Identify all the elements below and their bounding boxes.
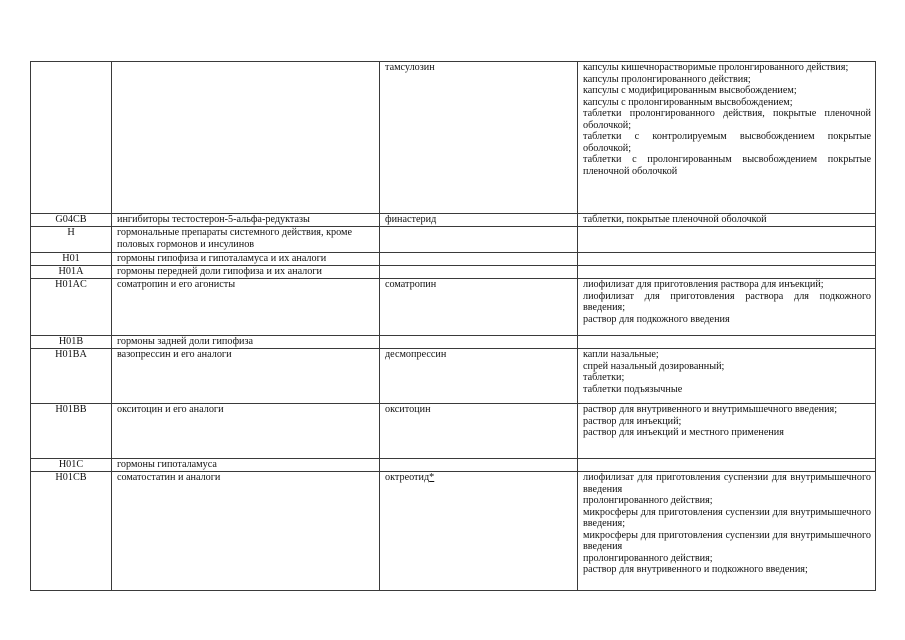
atc-code-cell: H01 bbox=[31, 253, 112, 266]
dosage-forms-cell bbox=[578, 266, 876, 279]
dosage-forms-cell bbox=[578, 349, 876, 404]
substance-cell bbox=[380, 253, 578, 266]
pharmacological-group-cell: соматостатин и аналоги bbox=[112, 472, 380, 591]
dosage-form-item: пролонгированного действия; bbox=[583, 495, 713, 506]
substance-cell bbox=[380, 459, 578, 472]
dosage-forms-cell bbox=[578, 336, 876, 349]
atc-code-cell: H01BA bbox=[31, 349, 112, 404]
table-row bbox=[31, 62, 876, 214]
substance-cell bbox=[380, 279, 578, 336]
table-body bbox=[31, 62, 876, 591]
substance-cell bbox=[380, 404, 578, 459]
table-row bbox=[31, 279, 876, 336]
substance-name: финастерид bbox=[385, 214, 437, 225]
dosage-form-item: капли назальные; bbox=[583, 349, 659, 360]
substance-name: октреотид bbox=[385, 472, 430, 483]
pharmacological-group-cell: гормоны гипофиза и гипоталамуса и их аналоги bbox=[112, 253, 380, 266]
dosage-form-item: раствор для внутривенного и внутримышечного введения; bbox=[583, 404, 838, 415]
table-row bbox=[31, 253, 876, 266]
substance-name: соматропин bbox=[385, 279, 437, 290]
table-row bbox=[31, 266, 876, 279]
table-row bbox=[31, 227, 876, 253]
dosage-forms-cell bbox=[578, 227, 876, 253]
dosage-form-item: капсулы кишечнорастворимые пролонгированного действия; bbox=[583, 62, 849, 73]
atc-code-cell: H01B bbox=[31, 336, 112, 349]
dosage-form-item: таблетки подъязычные bbox=[583, 383, 683, 395]
substance-cell bbox=[380, 214, 578, 227]
dosage-form-item: капсулы с пролонгированным высвобождением; bbox=[583, 96, 793, 108]
dosage-form-item: таблетки пролонгированного действия, покрытые пленочной оболочкой; bbox=[583, 108, 871, 131]
substance-name: тамсулозин bbox=[385, 62, 435, 73]
substance-cell bbox=[380, 336, 578, 349]
dosage-forms-cell bbox=[578, 404, 876, 459]
dosage-form-item: микросферы для приготовления суспензии для внутримышечного введения; bbox=[583, 506, 871, 529]
footnote-mark[interactable]: * bbox=[429, 472, 435, 483]
dosage-form-item: таблетки с контролируемым высвобождением покрытые оболочкой; bbox=[583, 131, 871, 154]
dosage-form-item: таблетки с пролонгированным высвобождением покрытые пленочной оболочкой bbox=[583, 154, 871, 177]
table-row bbox=[31, 336, 876, 349]
dosage-form-item: раствор для инъекций; bbox=[583, 415, 682, 427]
substance-name: окситоцин bbox=[385, 404, 431, 415]
table-row bbox=[31, 349, 876, 404]
atc-code-cell: H01C bbox=[31, 459, 112, 472]
drug-list-table bbox=[30, 61, 876, 591]
dosage-forms-cell bbox=[578, 214, 876, 227]
pharmacological-group-cell bbox=[112, 62, 380, 214]
table-row bbox=[31, 472, 876, 591]
dosage-forms-cell bbox=[578, 459, 876, 472]
substance-cell bbox=[380, 472, 578, 591]
pharmacological-group-cell: окситоцин и его аналоги bbox=[112, 404, 380, 459]
atc-code-cell: H01CB bbox=[31, 472, 112, 591]
dosage-form-item: капсулы пролонгированного действия; bbox=[583, 73, 751, 85]
dosage-forms-cell bbox=[578, 472, 876, 591]
table-row bbox=[31, 459, 876, 472]
dosage-form-item: таблетки, покрытые пленочной оболочкой bbox=[583, 214, 767, 225]
pharmacological-group-cell: ингибиторы тестостерон-5-альфа-редуктазы bbox=[112, 214, 380, 227]
dosage-forms-cell bbox=[578, 62, 876, 214]
dosage-form-item: лиофилизат для приготовления раствора для инъекций; bbox=[583, 279, 824, 290]
atc-code-cell: H01BB bbox=[31, 404, 112, 459]
substance-cell bbox=[380, 266, 578, 279]
dosage-form-item: таблетки; bbox=[583, 372, 625, 383]
pharmacological-group-cell: гормоны гипоталамуса bbox=[112, 459, 380, 472]
pharmacological-group-cell: гормоны передней доли гипофиза и их аналоги bbox=[112, 266, 380, 279]
atc-code-cell: G04CB bbox=[31, 214, 112, 227]
atc-code-cell: H01A bbox=[31, 266, 112, 279]
substance-name: десмопрессин bbox=[385, 349, 447, 360]
dosage-form-item: раствор для инъекций и местного применения bbox=[583, 427, 784, 438]
pharmacological-group-cell: гормоны задней доли гипофиза bbox=[112, 336, 380, 349]
pharmacological-group-cell: вазопрессин и его аналоги bbox=[112, 349, 380, 404]
atc-code-cell bbox=[31, 62, 112, 214]
dosage-form-item: лиофилизат для приготовления раствора для подкожного введения; bbox=[583, 290, 871, 313]
dosage-form-item: раствор для подкожного введения bbox=[583, 313, 730, 325]
dosage-form-item: раствор для внутривенного и подкожного введения; bbox=[583, 564, 808, 575]
table-row bbox=[31, 404, 876, 459]
substance-cell bbox=[380, 62, 578, 214]
pharmacological-group-cell: соматропин и его агонисты bbox=[112, 279, 380, 336]
dosage-form-item: капсулы с модифицированным высвобождением; bbox=[583, 85, 797, 96]
dosage-form-item: микросферы для приготовления суспензии для внутримышечного введения bbox=[583, 529, 871, 552]
dosage-form-item: лиофилизат для приготовления суспензии для внутримышечного введения bbox=[583, 472, 871, 495]
substance-cell bbox=[380, 227, 578, 253]
table-row bbox=[31, 214, 876, 227]
dosage-forms-cell bbox=[578, 279, 876, 336]
atc-code-cell: H bbox=[31, 227, 112, 253]
pharmacological-group-cell: гормональные препараты системного действия, кроме половых гормонов и инсулинов bbox=[112, 227, 380, 253]
dosage-form-item: спрей назальный дозированный; bbox=[583, 360, 725, 372]
atc-code-cell: H01AC bbox=[31, 279, 112, 336]
dosage-forms-cell bbox=[578, 253, 876, 266]
substance-cell bbox=[380, 349, 578, 404]
dosage-form-item: пролонгированного действия; bbox=[583, 552, 713, 564]
